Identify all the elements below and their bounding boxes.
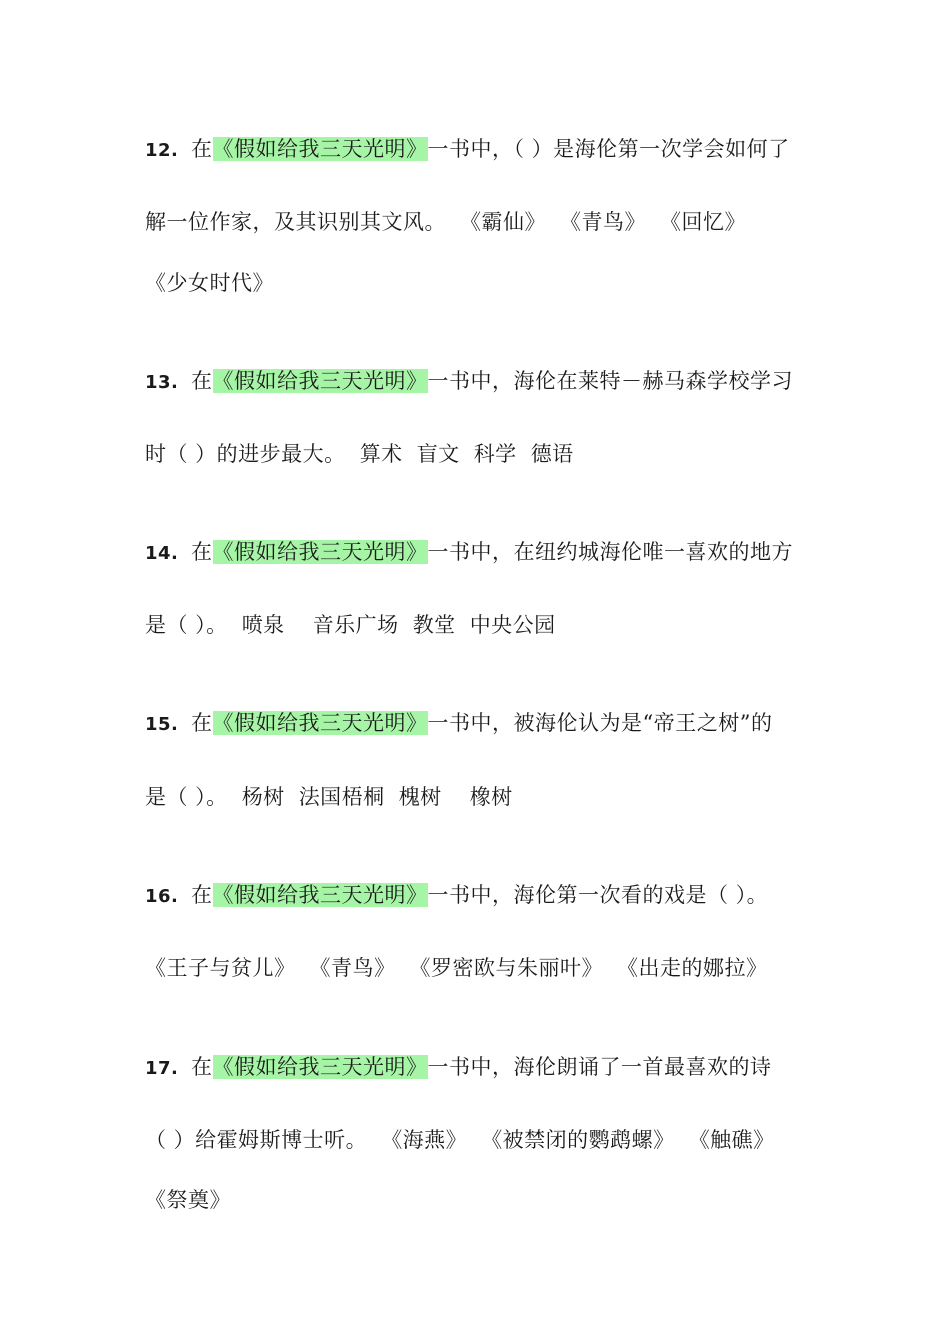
option: 《青鸟》 — [309, 956, 396, 980]
option: 教堂 — [412, 613, 456, 637]
question-number: 16. — [145, 886, 179, 907]
question-text: 是（ ）。 — [145, 613, 228, 637]
option: 《青鸟》 — [560, 210, 646, 234]
question-prefix: 在 — [191, 369, 213, 393]
option: 《回忆》 — [660, 210, 746, 234]
question-text: 是（ ）。 — [145, 785, 228, 809]
question-prefix: 在 — [191, 137, 213, 161]
question-prefix: 在 — [191, 883, 213, 907]
book-title-highlight: 《假如给我三天光明》 — [212, 137, 428, 161]
question-12-line-2 — [145, 207, 825, 237]
book-title-highlight: 《假如给我三天光明》 — [212, 540, 428, 564]
option: 《祭奠》 — [145, 1188, 231, 1212]
question-number: 17. — [145, 1058, 179, 1079]
option: 算术 — [359, 442, 403, 466]
option: 《霸仙》 — [460, 210, 546, 234]
question-14-line-1 — [145, 537, 825, 569]
question-12-line-3 — [145, 268, 825, 298]
option: 《触礁》 — [688, 1128, 775, 1152]
option: 法国梧桐 — [298, 785, 385, 809]
option: 槐树 — [398, 785, 442, 809]
question-text: （ ）给霍姆斯博士听。 — [145, 1128, 368, 1152]
option: 中央公园 — [469, 613, 556, 637]
option: 盲文 — [416, 442, 460, 466]
question-16-line-2 — [145, 953, 825, 983]
option: 杨树 — [241, 785, 285, 809]
question-15-line-1 — [145, 708, 825, 740]
question-13-line-2 — [145, 439, 825, 469]
option: 《被禁闭的鹦鹉螺》 — [481, 1128, 675, 1152]
book-title-highlight: 《假如给我三天光明》 — [212, 883, 428, 907]
question-number: 14. — [145, 543, 179, 564]
question-16-line-1 — [145, 880, 825, 912]
question-text: 一书中，在纽约城海伦唯一喜欢的地方 — [427, 540, 793, 564]
question-prefix: 在 — [191, 1055, 213, 1079]
option: 《海燕》 — [381, 1128, 468, 1152]
book-title-highlight: 《假如给我三天光明》 — [212, 711, 428, 735]
question-text: 一书中，海伦朗诵了一首最喜欢的诗 — [427, 1055, 772, 1079]
book-title-highlight: 《假如给我三天光明》 — [212, 369, 428, 393]
question-text: 一书中，被海伦认为是“帝王之树”的 — [427, 711, 773, 735]
question-text: 一书中，（ ）是海伦第一次学会如何了 — [427, 137, 790, 161]
option: 《少女时代》 — [145, 271, 274, 295]
question-17-line-3 — [145, 1185, 825, 1215]
question-text: 解一位作家，及其识别其文风。 — [145, 210, 446, 234]
book-title-highlight: 《假如给我三天光明》 — [212, 1055, 428, 1079]
option: 《出走的娜拉》 — [617, 956, 768, 980]
option: 《王子与贫儿》 — [145, 956, 296, 980]
option: 音乐广场 — [312, 613, 399, 637]
option: 德语 — [530, 442, 574, 466]
question-text: 一书中，海伦在莱特－赫马森学校学习 — [427, 369, 793, 393]
option: 橡树 — [469, 785, 513, 809]
option: 《罗密欧与朱丽叶》 — [409, 956, 603, 980]
question-text: 时（ ）的进步最大。 — [145, 442, 346, 466]
question-number: 13. — [145, 372, 179, 393]
question-number: 12. — [145, 140, 179, 161]
option: 科学 — [473, 442, 517, 466]
question-15-line-2 — [145, 782, 825, 812]
question-14-line-2 — [145, 610, 825, 640]
question-13-line-1 — [145, 366, 825, 398]
question-number: 15. — [145, 714, 179, 735]
question-12-line-1 — [145, 134, 825, 166]
question-17-line-1 — [145, 1052, 825, 1084]
question-prefix: 在 — [191, 540, 213, 564]
option: 喷泉 — [241, 613, 285, 637]
question-17-line-2 — [145, 1125, 825, 1155]
question-text: 一书中，海伦第一次看的戏是（ ）。 — [427, 883, 769, 907]
question-prefix: 在 — [191, 711, 213, 735]
